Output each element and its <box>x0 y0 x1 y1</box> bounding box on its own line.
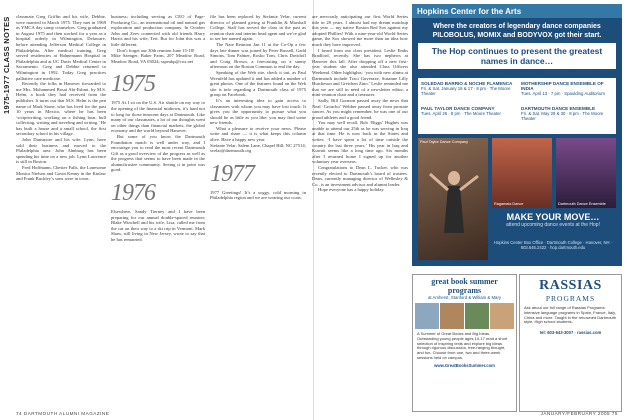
class-secretary-address: Mike Saenger, Baker Farm, 207 Meadow Road, Meadow Road, VA 03024; sspeakp@cox.net <box>111 53 205 64</box>
ad-body: Ask about our full range of Rassias Programs: intensive language programs in Spain, France, Italy, China and more. Taught in the renowned Dartmouth style. High school students. <box>524 305 616 325</box>
great-books-ad[interactable] <box>412 274 517 412</box>
rassias-logo: RASSIAS <box>539 278 602 293</box>
paragraph: What a pleasure to receive your news. Please write and share — it is what keeps this column alive. Have a happy new year. <box>210 125 306 143</box>
paragraph: are nervously anticipating our first World Series title in 28 years. I almost had my dream matchup this year — my native Boston Red Sox against my adopted Phillies! With a nine-year-old World Series game, the Sox showed me more than an idea how much they have improved. <box>312 14 408 47</box>
ad-subtitle: at Amherst, Stanford & William & Mary <box>427 295 502 300</box>
column-2 <box>111 14 205 406</box>
ad-contact: Hopkins Center Box Office · Dartmouth College · Hanover, NH · 603.646.2422 · hop.dartmouth.edu <box>493 240 613 250</box>
paragraph: I heard from our class president, Leslie Embs Bradford, recently. She has two nephews at Hanover this fall. After dropping off a new first-year student she also attended Class Officers Weekend. Other highlights: ‘you with new alums at Dartmouth include Traci Guveraxe, Susanne Lilly Hutcheson and Gretchen Zino.’ Leslie reminded me that we are still in need of a newsletter editor, a mini-reunion chair and a treasurer. <box>312 47 408 98</box>
section-side-tab: 1975-1977 CLASS NOTES <box>2 16 11 114</box>
ad-header: Hopkins Center for the Arts <box>412 4 622 18</box>
paragraph: Hope everyone has a happy holiday. <box>318 187 385 193</box>
paragraph: Sadly, Bill Gormon passed away the news that Neal ‘Groucho’ Webber passed away from prostate cancer. As you might remember, he was one of our proud athletes and a good friend. <box>312 97 408 120</box>
dance-photo: Ragamala Dance <box>492 138 552 208</box>
paragraph: Elsewhere, Sandy Tierney and I have been preparing for our annual double-spaced reunion; Blake Winchell and his wife, Lisa, called me from the car on their way to a ski trip in Vermont. Mark Shaw, still living in New Jersey, wrote to say that he has remarried. <box>111 209 205 243</box>
dance-photo: Paul Taylor Dance Company <box>418 138 488 260</box>
rassias-logo-sub: PROGRAMS <box>545 294 596 303</box>
column-1 <box>16 14 106 406</box>
hopkins-center-ad[interactable] <box>412 4 622 266</box>
ad-event-list <box>418 78 616 134</box>
paragraph: file has been replaced by Stefanie Velar, current director of planned giving at Franklin & Marshall College. Staff has served the class in the past as reunion chair and interim head agent and we’re glad to see her named again. <box>210 14 306 42</box>
paragraph: The Nate Reunion Jan 11 at the Co-Op a few days late dinner was joined by Peter Russell, Gadd Simons, Tom Palmer, Rosko Tom, Chris Davidoff and Craig Brown, a forecasting on a sunny afternoon on the Boston Common to end the day. <box>210 41 306 70</box>
event-item: MOTHERSHIP DANCE ENSEMBLE OF INDIA Tues. April 13 · 7 pm · Spaulding Auditorium <box>521 81 605 96</box>
paragraph: Fred Hoffmann, Chester Falls, the Lonesome Monica Nielsen and Gavin Kenny in the Kinlaw and Frank Buckley’s sons were in town. <box>16 165 106 182</box>
ad-title: great book summer programs <box>431 277 498 295</box>
footer-left: 74 DARTMOUTH ALUMNI MAGAZINE <box>16 411 110 416</box>
paragraph: Recently the folks in Hanover forwarded to me Mrs. Mohammed Bosai Abi-Eshmi, by M.S. Helm, a book they had received from the publisher. It turns out that M.S. Helm is the pen name of Mark Stone, who has lived for the past 10 years in Mexico, where he has been ‘scriptwriting, working on a fishing boat, bull collecting, writing and traveling and writing.’ He has built a house and a small school, the first secondary school in his village. <box>16 81 106 137</box>
dance-photo: Dartmouth Dance Ensemble <box>556 138 616 208</box>
class-year-heading-1977: 1977 <box>210 160 254 186</box>
class-year-heading-1975: 1975 <box>111 71 155 97</box>
class-year-heading-1976: 1976 <box>111 180 155 206</box>
ad-call-to-action: MAKE YOUR MOVE… attend upcoming dance events at the Hop! <box>506 212 600 228</box>
ad-tagline: Where the creators of legendary dance companies PILOBOLUS, MOMIX and BODYVOX got their start. <box>432 23 602 39</box>
ad-contact[interactable]: tel: 603-643-3007 · rassias.com <box>539 330 602 336</box>
ad-photo-strip <box>415 303 514 329</box>
paragraph: classmate Greg Griffin and his wife, Debbie, were married in March 1975. They met in 1969 as YMCA day camp counselors. Greg graduated in August 1975 and then worked for a year as a hospital orderly in Wilmington, Delaware, before attending Jefferson Medical College in Philadelphia. After medical training, Greg served residencies at Hahnemann Hospital in Philadelphia and at UC Davis Medical Center in Sacramento. Greg and Debbie returned to Wilmington in 1992. Today Greg practices palliative care medicine. <box>16 14 106 81</box>
paragraph: Speaking of the Web site, check it out, as Paul Wrenfeld has updated it and has added a number of great photos. One of the features found on the Web site is info regarding a Dartmouth class of 1975 group on Facebook. <box>210 69 306 98</box>
paragraph: Don’t forget our 30th reunion June 15-18! <box>117 47 195 53</box>
dancer-figure-icon <box>418 138 488 260</box>
event-item: PAUL TAYLOR DANCE COMPANY Tues. April 26 · 8 pm · The Moore Theater <box>421 106 501 116</box>
ad-link[interactable]: www.GreatBooksSummer.com <box>434 362 495 368</box>
paragraph: John Dunsmore and his wife, Lynn, have sold their business and moved to the Philadelphia area. John Ahnburg has been spending his time on a new job. Lynn Lawrence is still in Boston. <box>16 137 106 165</box>
event-item: SOLEDAD BARRIO & NOCHE FLAMENCA Fri. & Sat. January 16 & 17 · 8 pm · The Moore Theater <box>421 81 513 96</box>
paragraph: You may well recall, Bob ‘Biggs’ Hughes was unable to attend our 25th as he was serving in Iraq at that time. He is now back in the States and writes: ‘I have spent a lot of time outside the country the last three years.’ His year in Iraq and Kuwait seems like a long time ago. Six months after I returned home I signed up for another voluntary year overseas. <box>312 120 408 165</box>
column-3 <box>210 14 306 406</box>
event-item: DARTMOUTH DANCE ENSEMBLE Fri. & Sat. May 29 & 30 · 8 pm · The Moore Theater <box>521 106 604 121</box>
paragraph: 1977 Greetings! It’s a soggy, cold morning in Philadelphia region and we are wearing our coats. <box>210 189 306 201</box>
ad-body: A Summer of Great Books and Big Ideas. Outstanding young people ages 10-17 read a short selection of inspiring texts and explore big ideas through rigorous discussion, free-ranging thought, and fun. Choose from one, two and three-week sessions held on campus. <box>417 331 508 360</box>
paragraph: Congratulations to Dean L. Tucker, who was recently elected to Dartmouth’s board of trustees. Dean, currently managing director of Wellesley & Co., is an investment advisor and alumni leader. <box>312 165 408 187</box>
paragraph: business; including serving as CEO of Page-Producing Co., an international oil and natural gas exploration and production company. In October John and Zeev connected with old friends Harry Harris and his wife, Teri. But for John this was a little different. <box>111 14 205 47</box>
class-secretary-address: Stefanie Velar, Salem Lane, Chapel Hill, NC 27514; svelar@dartmouth.org <box>210 142 306 154</box>
paragraph: 1975 As I sit on the U.S. Air shuttle on my way to the opening of the financial midtown, it’s hard not to long for those innocent days at Dartmouth. Like many of our classmates, a lot of our thoughts went on other things than financial markets, the global economy and the world beyond Hanover. <box>111 100 205 134</box>
paragraph: But some of you know the Dartmouth Foundation match is well under way, and I encourage you to read the most recent Dartmouth Gift as a good overview of the progress as well as the progress that seems to have been made in the alumni/trustee community. Seeing it in print was good. <box>111 133 205 173</box>
ad-hop-banner: The Hop continues to present the greatest names in dance… <box>418 43 616 69</box>
column-4 <box>312 14 408 406</box>
paragraph: It’s an interesting idea to gain access to classmates with whom you may have lost touch. It gives you the opportunity to pursue what you should be as little as you like; you may find some new friends. <box>210 97 306 126</box>
footer-right: JANUARY/FEBRUARY 2005 75 <box>540 411 618 416</box>
rassias-ad[interactable] <box>519 274 622 412</box>
